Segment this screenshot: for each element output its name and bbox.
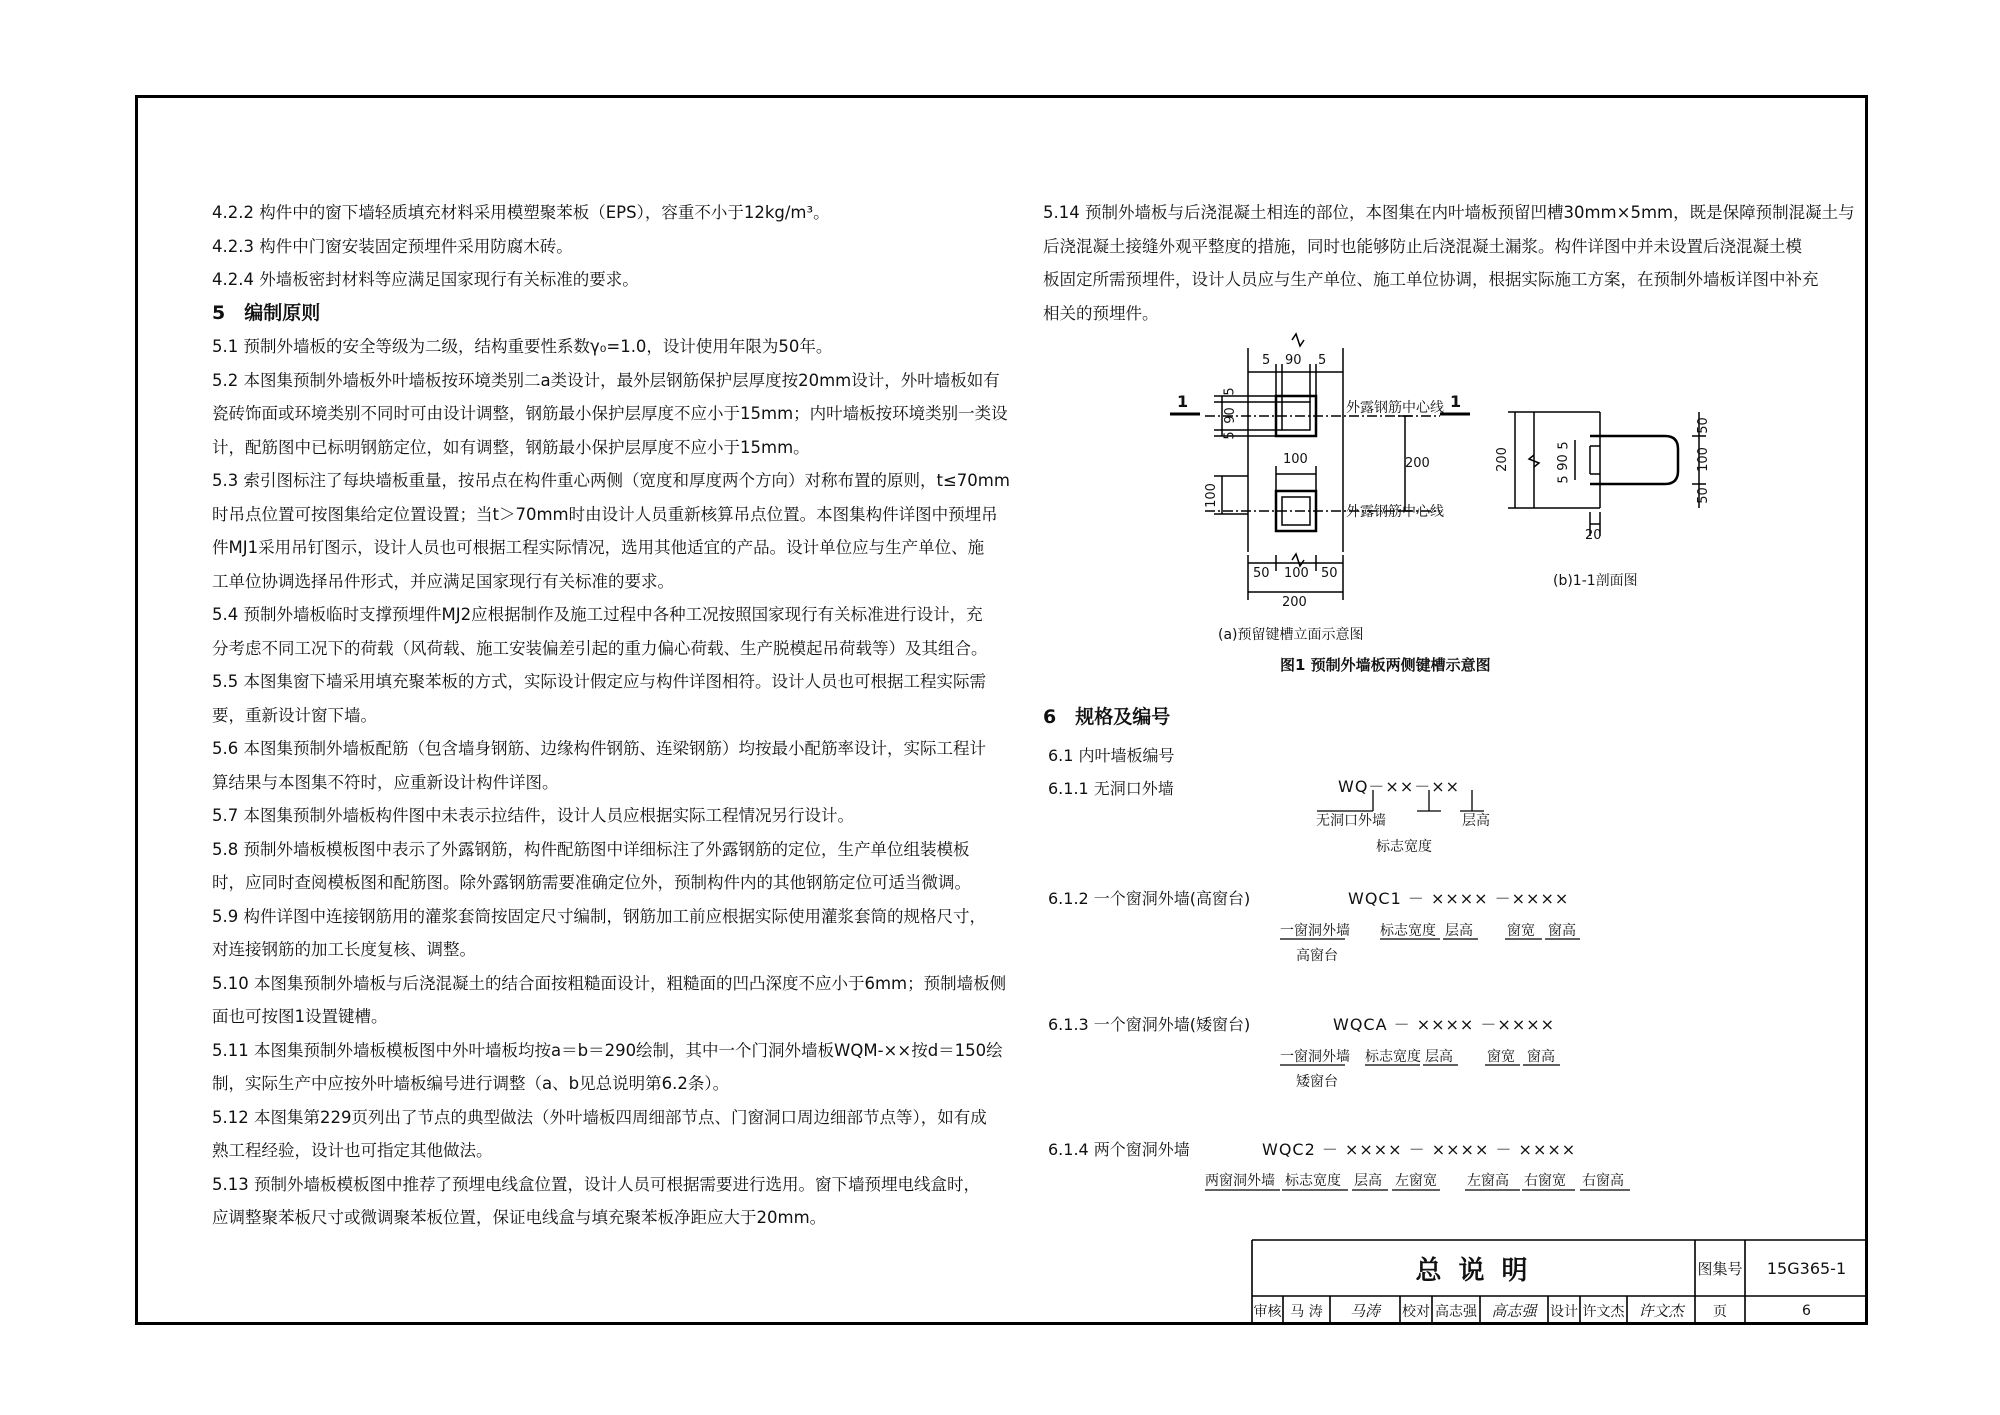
dim-left-5b: 5: [1222, 431, 1238, 440]
section-mark-left: 1: [1177, 392, 1189, 411]
atlas-no: 15G365-1: [1766, 1258, 1847, 1278]
title-block-title: 总 说 明: [1415, 1255, 1532, 1286]
centerline-label-1: 外露钢筋中心线: [1346, 400, 1444, 416]
item-613-part-2: 矮窗台: [1296, 1074, 1338, 1090]
sec-dim-20: 20: [1585, 528, 1602, 543]
item-612-part-2: 高窗台: [1296, 948, 1338, 964]
paragraph-line: 时吊点位置可按图集给定位置设置；当t＞70mm时由设计人员重新核算吊点位置。本图集构件详图中预埋吊: [212, 504, 998, 524]
paragraph-line: 工单位协调选择吊件形式，并应满足国家现行有关标准的要求。: [212, 571, 674, 591]
item-613-part-3: 标志宽度: [1365, 1049, 1421, 1065]
reviewer-signature: 马涛: [1349, 1302, 1380, 1320]
item-612-part-1: 一窗洞外墙: [1280, 923, 1350, 939]
designer-name: 许文杰: [1582, 1303, 1625, 1320]
item-612-part-6: 窗高: [1548, 923, 1576, 939]
item-614-label: 6.1.4 两个窗洞外墙: [1048, 1140, 1190, 1159]
item-614-part-3: 层高: [1354, 1173, 1382, 1189]
sec-dim-100: 100: [1695, 447, 1711, 472]
designer-signature: 许文杰: [1638, 1302, 1684, 1320]
design-label: 设计: [1550, 1303, 1578, 1320]
dim-left-5: 5: [1222, 387, 1238, 396]
item-613-part-4: 层高: [1425, 1049, 1453, 1065]
item-614-code: WQC2 － ×××× － ×××× － ××××: [1262, 1140, 1577, 1159]
dim-top-5b: 5: [1318, 353, 1327, 368]
sec-dim-5b: 5: [1556, 475, 1572, 484]
sec-dim-90: 90: [1555, 454, 1571, 471]
page-no: 6: [1802, 1302, 1811, 1319]
paragraph-line: 5.2 本图集预制外墙板外叶墙板按环境类别二a类设计，最外层钢筋保护层厚度按20mm设计，外叶墙板如有: [212, 370, 1000, 390]
paragraph-line: 5.10 本图集预制外墙板与后浇混凝土的结合面按粗糙面设计，粗糙面的凹凸深度不应小于6mm；预制墙板侧: [212, 973, 1007, 993]
paragraph-line: 制，实际生产中应按外叶墙板编号进行调整（a、b见总说明第6.2条）。: [212, 1074, 730, 1093]
caption-b: (b)1-1剖面图: [1553, 573, 1638, 589]
sec-dim-200: 200: [1494, 447, 1510, 472]
paragraph-line: 熟工程经验，设计也可指定其他做法。: [212, 1141, 493, 1160]
paragraph-line: 分考虑不同工况下的荷载（风荷载、施工安装偏差引起的重力偏心荷载、生产脱模起吊荷载等）及其组合。: [212, 638, 988, 658]
paragraph-line: 瓷砖饰面或环境类别不同时可由设计调整，钢筋最小保护层厚度不应小于15mm；内叶墙板按环境类别一类设: [212, 404, 1008, 423]
check-label: 校对: [1402, 1303, 1430, 1320]
item-611-part-1: 无洞口外墙: [1316, 813, 1386, 829]
centerline-label-2: 外露钢筋中心线: [1346, 504, 1444, 520]
dim-b50b: 50: [1321, 566, 1338, 581]
item-613-part-5: 窗宽: [1487, 1049, 1515, 1065]
paragraph-line: 4.2.2 构件中的窗下墙轻质填充材料采用模塑聚苯板（EPS），容重不小于12kg/m³。: [212, 203, 830, 222]
dim-left-90: 90: [1222, 407, 1238, 424]
item-612-part-4: 层高: [1445, 923, 1473, 939]
paragraph-line: 5.14 预制外墙板与后浇混凝土相连的部位，本图集在内叶墙板预留凹槽30mm×5mm，既是保障预制混凝土与: [1043, 203, 1855, 222]
item-613-part-1: 一窗洞外墙: [1280, 1049, 1350, 1065]
dim-top-90: 90: [1285, 353, 1302, 368]
dim-b50: 50: [1253, 566, 1270, 581]
paragraph-line: 对连接钢筋的加工长度复核、调整。: [212, 940, 476, 959]
paragraph-line: 5.8 预制外墙板模板图中表示了外露钢筋，构件配筋图中详细标注了外露钢筋的定位，生产单位组装模板: [212, 839, 970, 859]
sec-dim-5: 5: [1556, 441, 1572, 450]
item-612-part-5: 窗宽: [1507, 923, 1535, 939]
dim-left-100: 100: [1203, 483, 1219, 508]
item-612-part-3: 标志宽度: [1380, 923, 1436, 939]
paragraph-line: 5.4 预制外墙板临时支撑预埋件MJ2应根据制作及施工过程中各种工况按照国家现行有关标准进行设计，充: [212, 605, 983, 624]
paragraph-line: 5.9 构件详图中连接钢筋用的灌浆套筒按固定尺寸编制，钢筋加工前应根据实际使用灌浆套筒的规格尺寸，: [212, 906, 986, 926]
section-heading: 5 编制原则: [212, 301, 321, 324]
item-611-label: 6.1.1 无洞口外墙: [1048, 779, 1174, 798]
dim-b100: 100: [1284, 566, 1309, 581]
paragraph-line: 板固定所需预埋件，设计人员应与生产单位、施工单位协调，根据实际施工方案，在预制外墙板详图中补充: [1043, 270, 1819, 289]
item-613-code: WQCA － ×××× －××××: [1333, 1015, 1556, 1034]
paragraph-line: 要，重新设计窗下墙。: [212, 705, 377, 725]
item-614-part-6: 右窗宽: [1524, 1173, 1566, 1189]
item-613-part-6: 窗高: [1527, 1049, 1555, 1065]
checker-signature: 高志强: [1491, 1302, 1537, 1320]
section6-1: 6.1 内叶墙板编号: [1048, 746, 1175, 765]
paragraph-line: 后浇混凝土接缝外观平整度的措施，同时也能够防止后浇混凝土漏浆。构件详图中并未设置后浇混凝土模: [1043, 236, 1802, 256]
paragraph-line: 5.5 本图集窗下墙采用填充聚苯板的方式，实际设计假定应与构件详图相符。设计人员也可根据工程实际需: [212, 672, 986, 691]
item-612-label: 6.1.2 一个窗洞外墙(高窗台): [1048, 889, 1251, 908]
dim-w100: 100: [1283, 452, 1308, 467]
paragraph-line: 5.13 预制外墙板模板图中推荐了预埋电线盒位置，设计人员可根据需要进行选用。窗下墙预埋电线盒时，: [212, 1174, 980, 1194]
paragraph-line: 4.2.3 构件中门窗安装固定预埋件采用防腐木砖。: [212, 236, 573, 256]
item-614-part-4: 左窗宽: [1395, 1173, 1437, 1189]
atlas-no-label: 图集号: [1697, 1259, 1743, 1278]
dim-h200: 200: [1405, 456, 1430, 471]
item-614-part-7: 右窗高: [1582, 1173, 1624, 1189]
sec-dim-50: 50: [1695, 417, 1711, 434]
paragraph-line: 件MJ1采用吊钉图示，设计人员也可根据工程实际情况，选用其他适宜的产品。设计单位应与生产单位、施: [212, 538, 985, 557]
review-label: 审核: [1253, 1303, 1282, 1320]
item-614-part-2: 标志宽度: [1285, 1173, 1341, 1189]
item-611-part-2: 标志宽度: [1376, 839, 1432, 855]
item-614-part-5: 左窗高: [1467, 1173, 1509, 1189]
figure-title: 图1 预制外墙板两侧键槽示意图: [1280, 656, 1491, 674]
paragraph-line: 算结果与本图集不符时，应重新设计构件详图。: [212, 772, 559, 792]
sec-dim-50b: 50: [1695, 487, 1711, 504]
paragraph-line: 应调整聚苯板尺寸或微调聚苯板位置，保证电线盒与填充聚苯板净距应大于20mm。: [212, 1208, 827, 1227]
paragraph-line: 面也可按图1设置键槽。: [212, 1007, 388, 1026]
caption-a: (a)预留键槽立面示意图: [1218, 627, 1364, 643]
item-614-part-1: 两窗洞外墙: [1205, 1173, 1275, 1189]
paragraph-line: 5.6 本图集预制外墙板配筋（包含墙身钢筋、边缘构件钢筋、连梁钢筋）均按最小配筋率设计，实际工程计: [212, 739, 986, 758]
paragraph-line: 5.3 索引图标注了每块墙板重量，按吊点在构件重心两侧（宽度和厚度两个方向）对称布置的原则，t≤70mm: [212, 471, 1010, 490]
reviewer-name: 马 涛: [1290, 1303, 1323, 1320]
paragraph-line: 计，配筋图中已标明钢筋定位，如有调整，钢筋最小保护层厚度不应小于15mm。: [212, 437, 810, 457]
paragraph-line: 5.12 本图集第229页列出了节点的典型做法（外叶墙板四周细部节点、门窗洞口周边细部节点等），如有成: [212, 1107, 987, 1127]
section-mark-right: 1: [1450, 392, 1462, 411]
paragraph-line: 5.7 本图集预制外墙板构件图中未表示拉结件，设计人员应根据实际工程情况另行设计。: [212, 806, 854, 825]
checker-name: 高志强: [1435, 1303, 1477, 1320]
item-611-part-3: 层高: [1462, 813, 1490, 829]
item-613-label: 6.1.3 一个窗洞外墙(矮窗台): [1048, 1015, 1251, 1034]
dim-b200: 200: [1282, 595, 1307, 610]
paragraph-line: 时，应同时查阅模板图和配筋图。除外露钢筋需要准确定位外，预制构件内的其他钢筋定位可适当微调。: [212, 873, 971, 892]
paragraph-line: 5.11 本图集预制外墙板模板图中外叶墙板均按a＝b＝290绘制，其中一个门洞外墙板WQM-××按d＝150绘: [212, 1040, 1003, 1060]
item-611-code: WQ－××－××: [1338, 777, 1461, 796]
item-612-code: WQC1 － ×××× －××××: [1348, 889, 1570, 908]
paragraph-line: 4.2.4 外墙板密封材料等应满足国家现行有关标准的要求。: [212, 270, 639, 289]
section6-heading: 6 规格及编号: [1043, 706, 1171, 728]
paragraph-line: 相关的预埋件。: [1043, 303, 1159, 323]
paragraph-line: 5.1 预制外墙板的安全等级为二级，结构重要性系数γ₀=1.0，设计使用年限为50年。: [212, 337, 833, 356]
dim-top-5: 5: [1262, 353, 1271, 368]
page-label: 页: [1713, 1303, 1727, 1320]
